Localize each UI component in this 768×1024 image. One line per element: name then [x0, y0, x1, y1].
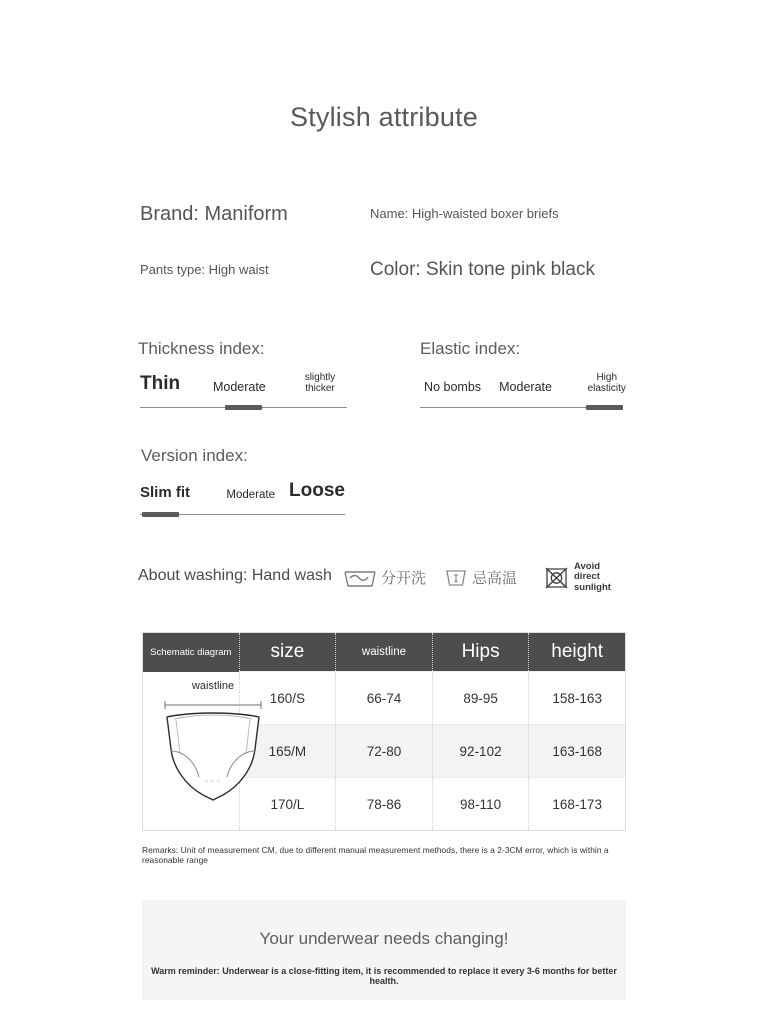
cell-hips: 89-95 — [432, 672, 529, 725]
elastic-label-high-elasticity: High elasticity — [587, 372, 626, 394]
avoid-sunlight-icon — [543, 564, 571, 592]
thickness-index-slider[interactable] — [140, 366, 347, 408]
cell-waistline: 72-80 — [336, 725, 433, 778]
washing-item-separate-wash — [342, 564, 426, 590]
attribute-brand: Brand: Maniform — [140, 203, 288, 225]
version-knob[interactable] — [142, 512, 179, 517]
cell-size: 170/L — [239, 778, 336, 831]
size-chart-header — [143, 633, 626, 672]
cell-size: 165/M — [239, 725, 336, 778]
thickness-label-slightly-thicker: slightly thicker — [304, 372, 336, 394]
header-schematic-diagram: Schematic diagram — [143, 633, 240, 672]
thickness-index-labels — [140, 366, 347, 394]
version-index-slider[interactable] — [140, 473, 345, 515]
page-title: Stylish attribute — [290, 102, 478, 132]
header-size: size — [239, 633, 336, 672]
table-row — [143, 672, 626, 725]
cell-hips: 92-102 — [432, 725, 529, 778]
thickness-index-title: Thickness index: — [138, 339, 265, 358]
reminder-subtitle: Warm reminder: Underwear is a close-fitting item, it is recommended to replace it every 3-6 months for better health. — [151, 966, 617, 986]
cell-waistline: 78-86 — [336, 778, 433, 831]
washing-instructions — [138, 562, 638, 602]
version-index-labels — [140, 473, 345, 501]
briefs-diagram-icon — [143, 680, 283, 818]
reminder-title: Your underwear needs changing! — [259, 929, 509, 948]
header-waistline: waistline — [336, 633, 433, 672]
no-high-temperature-icon — [443, 564, 469, 590]
attribute-pants-type: Pants type: High waist — [140, 262, 269, 277]
cell-waistline: 66-74 — [336, 672, 433, 725]
washing-item-no-high-temperature — [443, 564, 517, 590]
washing-lead-text: About washing: Hand wash — [138, 567, 332, 584]
version-label-slim-fit: Slim fit — [140, 484, 191, 502]
hand-wash-icon — [342, 564, 378, 590]
washing-item-avoid-sunlight — [543, 562, 626, 593]
schematic-diagram-cell — [143, 672, 240, 831]
cell-size: 160/S — [239, 672, 336, 725]
attribute-name: Name: High-waisted boxer briefs — [370, 206, 559, 221]
washing-text-separate: 分开洗 — [381, 569, 427, 587]
elastic-label-no-bombs: No bombs — [424, 379, 482, 394]
size-chart-body — [143, 672, 626, 831]
thickness-label-moderate: Moderate — [212, 379, 266, 394]
size-chart-remarks: Remarks: Unit of measurement CM, due to different manual measurement methods, there is a 2-3CM error, which is within a reasonable range — [142, 845, 609, 865]
version-index-title: Version index: — [141, 446, 248, 465]
cell-height: 163-168 — [529, 725, 626, 778]
cell-hips: 98-110 — [432, 778, 529, 831]
attribute-color: Color: Skin tone pink black — [370, 259, 595, 280]
schematic-waistline-label: waistline — [191, 679, 235, 692]
elastic-index-labels — [420, 366, 626, 394]
header-hips: Hips — [432, 633, 529, 672]
thickness-knob[interactable] — [225, 405, 262, 410]
cell-height: 168-173 — [529, 778, 626, 831]
size-chart-table — [142, 632, 626, 831]
elastic-index-slider[interactable] — [420, 366, 626, 408]
version-label-moderate: Moderate — [226, 488, 275, 501]
elastic-index-title: Elastic index: — [420, 339, 521, 358]
washing-text-no-high-temp: 忌高温 — [472, 569, 518, 587]
thickness-label-thin: Thin — [140, 373, 181, 395]
washing-text-avoid-sunlight: Avoid direct sunlight — [574, 561, 611, 593]
header-height: height — [529, 633, 626, 672]
elastic-knob[interactable] — [586, 405, 623, 410]
reminder-panel — [142, 900, 626, 1000]
table-header-row — [143, 633, 626, 672]
cell-height: 158-163 — [529, 672, 626, 725]
elastic-label-moderate: Moderate — [499, 379, 552, 394]
version-label-loose: Loose — [289, 480, 345, 502]
